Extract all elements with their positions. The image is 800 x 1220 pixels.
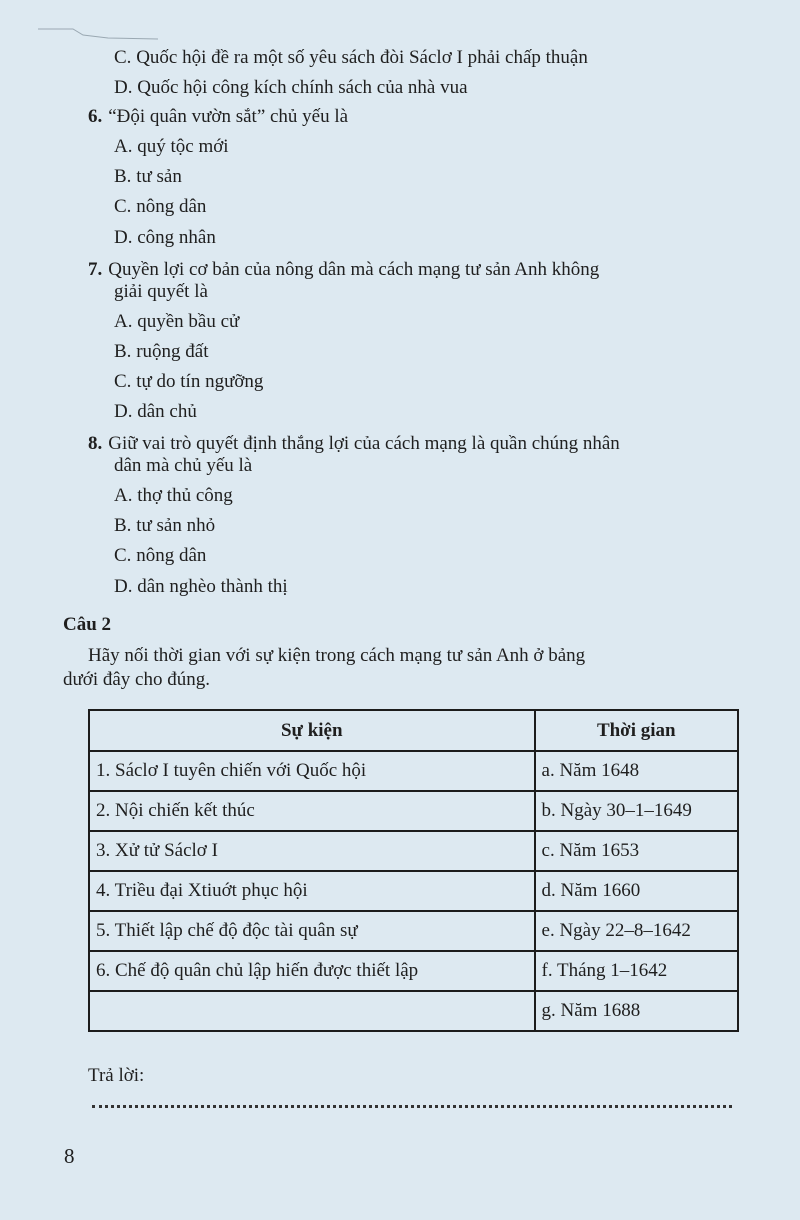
question-8 [88,433,620,455]
event-cell: 2. Nội chiến kết thúc [89,791,535,831]
scan-artifact-line [38,27,158,41]
table-row [89,951,738,991]
q8-option-a [114,485,233,507]
q8-option-b [114,515,215,537]
q6-option-d [114,227,216,249]
q7-option-b [114,341,208,363]
option-text: Quốc hội đề ra một số yêu sách đòi Sáclơ I phải chấp thuận [136,47,588,68]
option-label: B. [114,341,132,362]
question-7-continuation [114,281,208,303]
event-cell: 6. Chế độ quân chủ lập hiến được thiết lập [89,951,535,991]
option-label: D. [114,576,133,597]
option-text: quý tộc mới [137,136,229,157]
option-text: tư sản [136,166,182,187]
time-cell: a. Năm 1648 [535,751,738,791]
option-text: thợ thủ công [137,485,233,506]
option-label: C. [114,371,132,392]
answer-label: Trả lời: [88,1065,145,1086]
q7-option-c [114,371,263,393]
event-cell: 1. Sáclơ I tuyên chiến với Quốc hội [89,751,535,791]
option-text: tự do tín ngưỡng [136,371,264,392]
option-text: Quốc hội công kích chính sách của nhà vua [137,77,468,98]
q6-option-b [114,166,182,188]
time-cell: g. Năm 1688 [535,991,738,1031]
question-number: 6. [88,106,103,127]
option-text: ruộng đất [136,341,209,362]
question-8-continuation [114,455,252,477]
option-label: D. [114,401,133,422]
event-cell [89,991,535,1031]
question-text: dân mà chủ yếu là [114,455,253,476]
question-text: Quyền lợi cơ bản của nông dân mà cách mạng tư sản Anh không [108,259,600,280]
option-text: tư sản nhỏ [136,515,216,536]
option-label: A. [114,485,133,506]
q5-option-c [114,47,588,69]
question-7 [88,259,599,281]
column-header-event: Sự kiện [89,710,535,751]
table-row [89,791,738,831]
question-number: 7. [88,259,103,280]
option-label: D. [114,77,133,98]
option-label: B. [114,166,132,187]
option-label: A. [114,136,133,157]
question-text: Giữ vai trò quyết định thắng lợi của cách mạng là quần chúng nhân [108,433,620,454]
q7-option-a [114,311,239,333]
section-heading-cau-2: Câu 2 [63,614,112,635]
table-row [89,871,738,911]
option-label: A. [114,311,133,332]
option-label: C. [114,545,132,566]
option-text: dân chủ [137,401,197,422]
q5-option-d [114,77,468,99]
time-cell: e. Ngày 22–8–1642 [535,911,738,951]
table-row [89,991,738,1031]
instruction-line-1: Hãy nối thời gian với sự kiện trong cách mạng tư sản Anh ở bảng [88,645,586,666]
question-text: giải quyết là [114,281,208,302]
q7-option-d [114,401,197,423]
q6-option-a [114,136,229,158]
option-text: quyền bầu cử [137,311,240,332]
option-text: nông dân [136,196,207,217]
question-text: “Đội quân vườn sắt” chủ yếu là [108,106,349,127]
event-cell: 5. Thiết lập chế độ độc tài quân sự [89,911,535,951]
option-label: B. [114,515,132,536]
q8-option-c [114,545,206,567]
event-cell: 4. Triều đại Xtiuớt phục hội [89,871,535,911]
q8-option-d [114,576,288,598]
option-text: công nhân [137,227,216,248]
time-cell: b. Ngày 30–1–1649 [535,791,738,831]
question-number: 8. [88,433,103,454]
option-label: C. [114,47,132,68]
table-row [89,751,738,791]
table-row [89,831,738,871]
time-cell: f. Tháng 1–1642 [535,951,738,991]
option-label: D. [114,227,133,248]
time-cell: d. Năm 1660 [535,871,738,911]
instruction-line-2: dưới đây cho đúng. [63,669,210,690]
page-number: 8 [64,1144,75,1168]
option-label: C. [114,196,132,217]
table-header-row [89,710,738,751]
time-cell: c. Năm 1653 [535,831,738,871]
column-header-time: Thời gian [535,710,738,751]
event-cell: 3. Xử tử Sáclơ I [89,831,535,871]
option-text: nông dân [136,545,207,566]
table-row [89,911,738,951]
matching-table [88,709,739,1032]
option-text: dân nghèo thành thị [137,576,288,597]
question-6 [88,106,348,128]
q6-option-c [114,196,206,218]
answer-dotted-line[interactable] [92,1101,732,1108]
